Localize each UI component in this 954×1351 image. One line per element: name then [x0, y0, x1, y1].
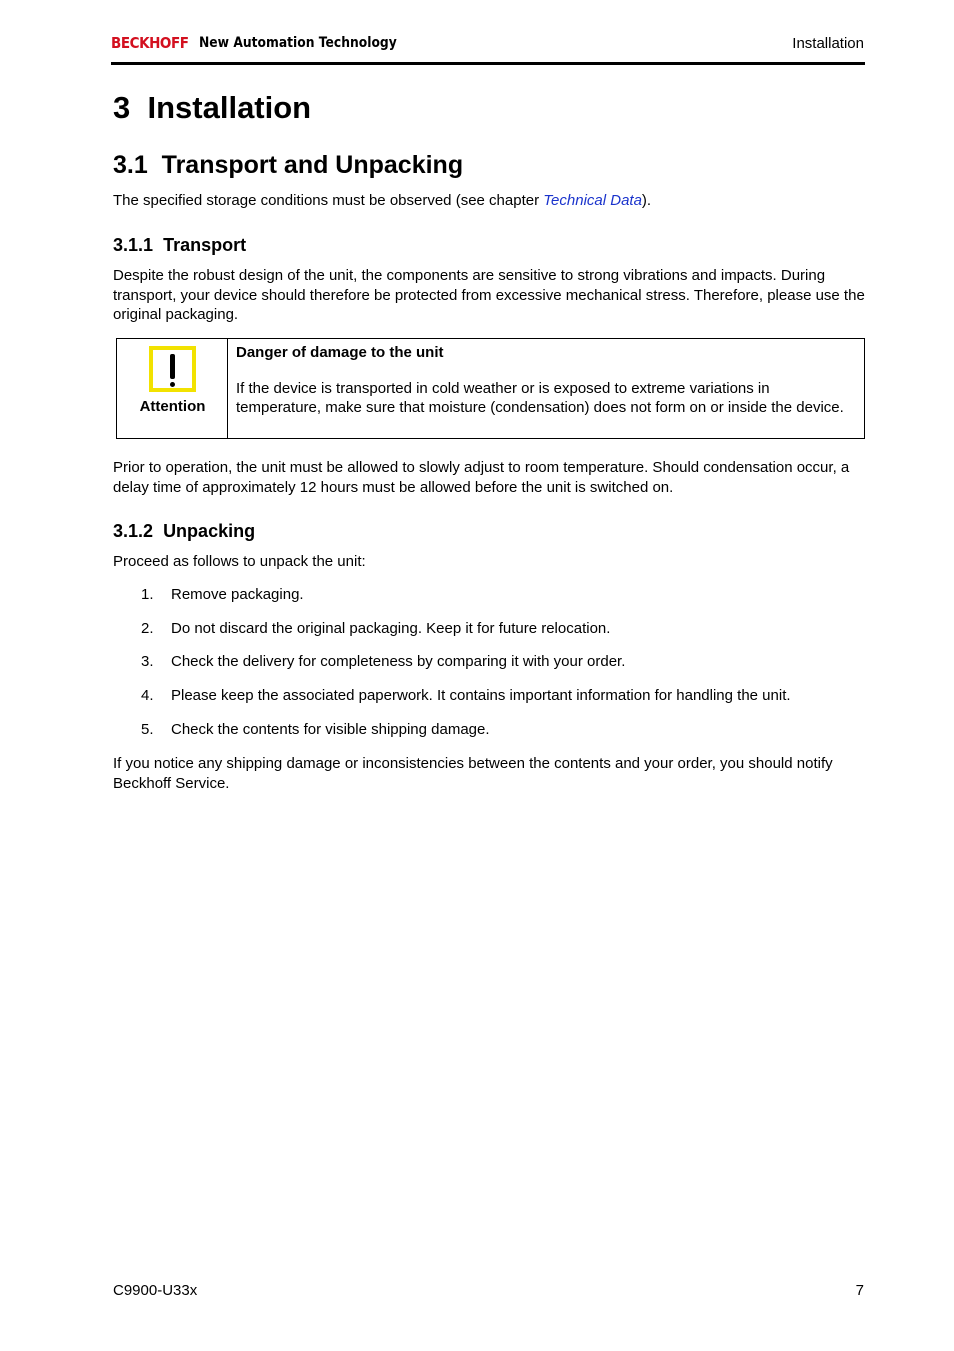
page-header	[111, 30, 865, 65]
footer-doc-id: C9900-U33x	[113, 1282, 198, 1299]
chapter-heading	[113, 90, 311, 126]
step-text: Do not discard the original packaging. Keep it for future relocation.	[171, 619, 611, 637]
step-number: 4.	[141, 687, 154, 705]
brand-tagline: New Automation Technology	[199, 35, 397, 51]
section-heading-3-1	[113, 151, 463, 180]
step-number: 2.	[141, 619, 154, 637]
brand-logo: BECKHOFF	[111, 34, 189, 52]
list-item	[113, 619, 865, 653]
transport-paragraph: Despite the robust design of the unit, the components are sensitive to strong vibrations and impacts. During transport, your device should therefore be protected from excessive mechanical stress. Therefore, please use the original packaging.	[113, 267, 865, 323]
intro-text: The specified storage conditions must be observed (see chapter	[113, 192, 544, 209]
unpacking-intro: Proceed as follows to unpack the unit:	[113, 553, 366, 570]
attention-text: If the device is transported in cold weather or is exposed to extreme variations in temperature, make sure that moisture (condensation) does not form on or inside the device.	[236, 379, 844, 416]
subsection-number: 3.1.2	[113, 521, 154, 541]
attention-label-cell	[117, 339, 228, 438]
step-text: Check the contents for visible shipping damage.	[171, 720, 490, 738]
storage-intro-paragraph	[113, 191, 865, 211]
header-section-name: Installation	[792, 35, 864, 52]
technical-data-link[interactable]: Technical Data	[543, 192, 642, 209]
step-text: Please keep the associated paperwork. It contains important information for handling the unit.	[171, 687, 791, 705]
list-item	[113, 652, 865, 686]
list-item	[113, 686, 865, 720]
acclimatization-paragraph: Prior to operation, the unit must be allowed to slowly adjust to room temperature. Should condensation occur, a delay time of approximately 12 hours must be allowed before the unit is switched on.	[113, 459, 850, 496]
chapter-number: 3	[113, 90, 131, 125]
unpacking-steps-list	[113, 585, 865, 753]
step-text: Remove packaging.	[171, 586, 304, 603]
closing-paragraph: If you notice any shipping damage or inconsistencies between the contents and your order, you should notify Beckhoff Service.	[113, 755, 833, 792]
step-text: Check the delivery for completeness by comparing it with your order.	[171, 653, 626, 671]
list-item	[113, 585, 865, 619]
intro-text-end: ).	[641, 192, 652, 209]
attention-label: Attention	[139, 398, 206, 415]
step-number: 1.	[141, 586, 154, 603]
step-number: 5.	[141, 720, 154, 738]
attention-box	[116, 338, 865, 439]
section-number: 3.1	[113, 151, 148, 179]
subsection-title: Transport	[163, 235, 247, 255]
chapter-title: Installation	[147, 90, 312, 125]
subsection-heading-unpacking	[113, 521, 255, 542]
footer-page-number: 7	[855, 1282, 864, 1299]
exclamation-warning-icon	[149, 346, 196, 392]
subsection-number: 3.1.1	[113, 235, 154, 255]
section-title: Transport and Unpacking	[161, 151, 464, 179]
step-number: 3.	[141, 653, 154, 671]
attention-title: Danger of damage to the unit	[236, 344, 444, 361]
subsection-title: Unpacking	[163, 521, 256, 541]
attention-content	[236, 343, 856, 418]
subsection-heading-transport	[113, 235, 246, 256]
list-item	[113, 720, 865, 754]
